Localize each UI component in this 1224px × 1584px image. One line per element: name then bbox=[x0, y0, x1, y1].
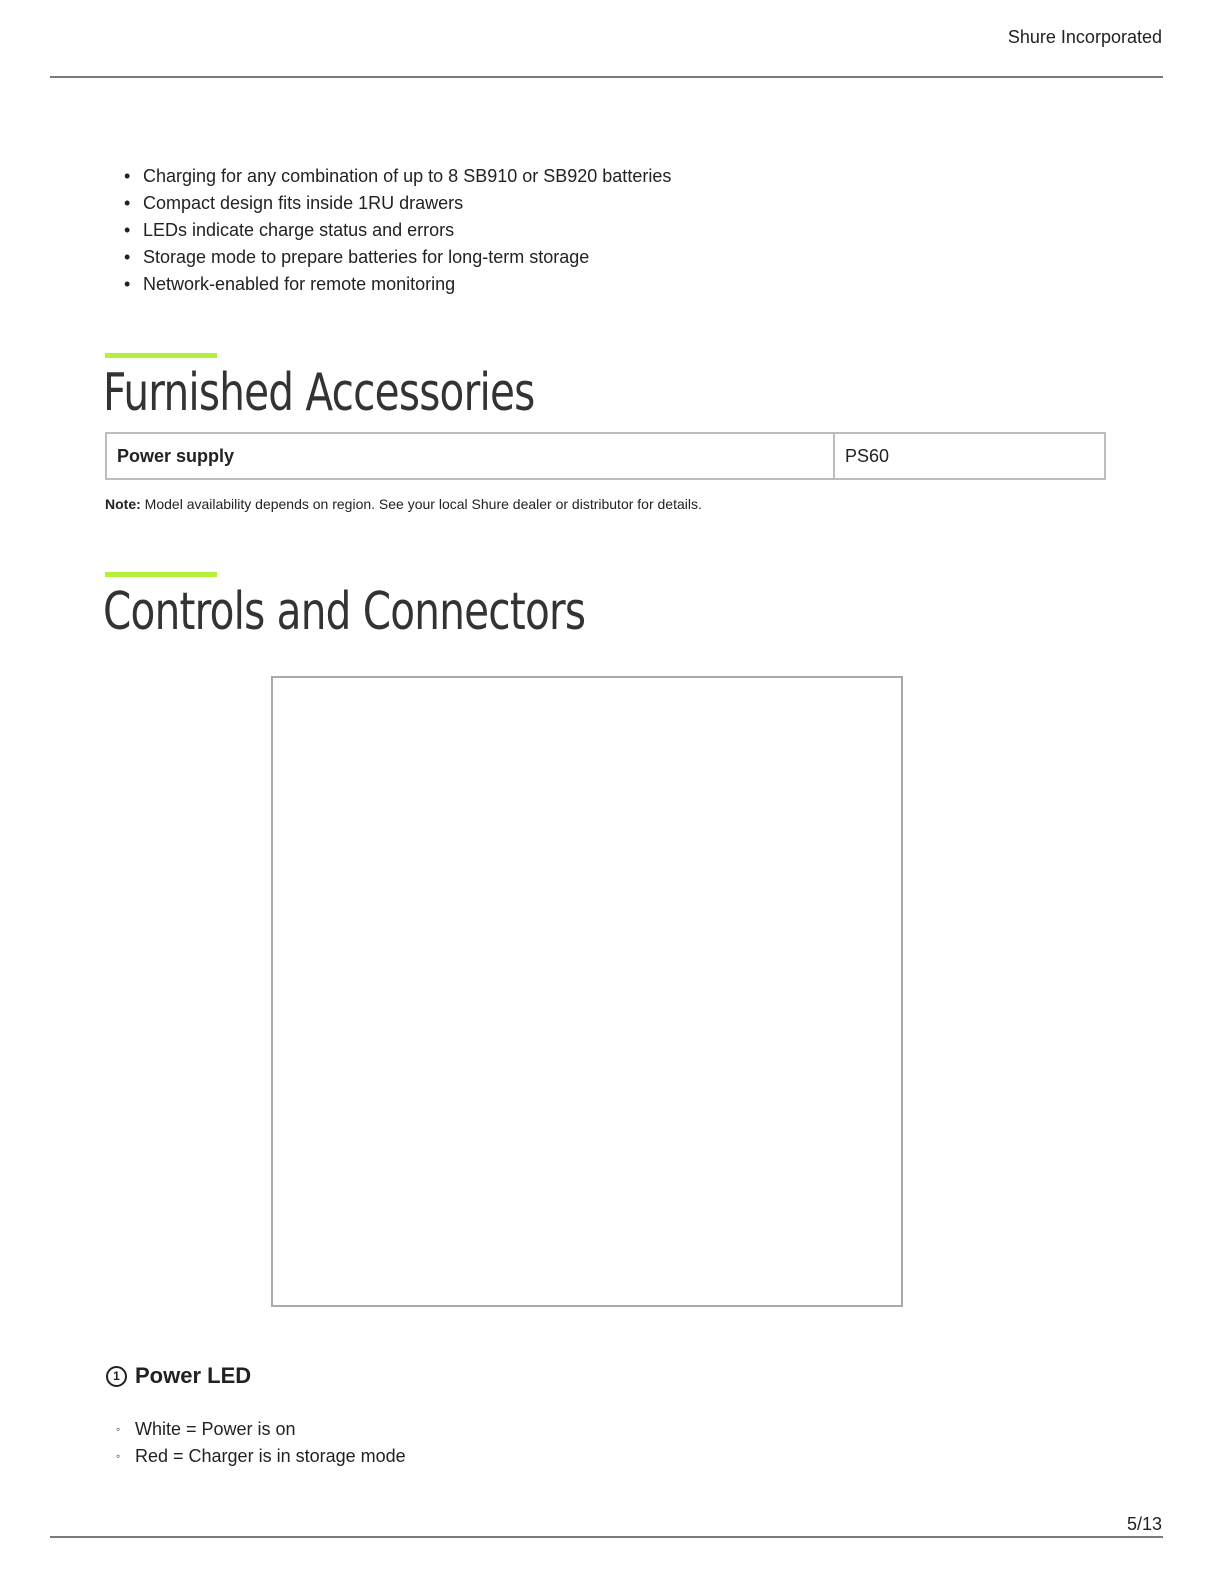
hollow-bullet-icon: ◦ bbox=[116, 1422, 121, 1436]
page-number: 5/13 bbox=[1126, 1514, 1162, 1534]
list-item bbox=[116, 1443, 406, 1470]
bullet-icon: • bbox=[124, 274, 131, 294]
accessories-table bbox=[105, 432, 1106, 480]
controls-figure-placeholder bbox=[271, 676, 903, 1307]
section-title-furnished-accessories: Furnished Accessories bbox=[103, 363, 535, 423]
bullet-icon: • bbox=[124, 193, 131, 213]
footer-divider bbox=[50, 1536, 1163, 1538]
list-item bbox=[124, 244, 671, 271]
list-item-text: Red = Charger is in storage mode bbox=[135, 1446, 406, 1466]
bullet-icon: • bbox=[124, 166, 131, 186]
list-item bbox=[124, 271, 671, 298]
power-led-list bbox=[116, 1416, 406, 1470]
availability-note bbox=[105, 496, 702, 512]
power-led-title: Power LED bbox=[135, 1363, 252, 1388]
note-text: Model availability depends on region. See your local Shure dealer or distributor for details. bbox=[140, 496, 702, 512]
note-label: Note: bbox=[105, 496, 141, 512]
section-title-controls-connectors: Controls and Connectors bbox=[103, 582, 586, 642]
section-accent-bar bbox=[105, 353, 217, 358]
list-item bbox=[124, 163, 671, 190]
hollow-bullet-icon: ◦ bbox=[116, 1449, 121, 1463]
list-item-text: Storage mode to prepare batteries for long-term storage bbox=[143, 247, 590, 267]
bullet-icon: • bbox=[124, 220, 131, 240]
section-accent-bar bbox=[105, 572, 217, 577]
list-item-text: Compact design fits inside 1RU drawers bbox=[143, 193, 464, 213]
list-item bbox=[124, 190, 671, 217]
list-item bbox=[124, 217, 671, 244]
header-company-name: Shure Incorporated bbox=[1007, 27, 1162, 47]
list-item-text: Charging for any combination of up to 8 SB910 or SB920 batteries bbox=[143, 166, 672, 186]
table-cell-label: Power supply bbox=[106, 433, 834, 479]
table-cell-value: PS60 bbox=[834, 433, 1105, 479]
power-led-heading bbox=[106, 1363, 251, 1389]
list-item-text: Network-enabled for remote monitoring bbox=[143, 274, 456, 294]
feature-list bbox=[124, 163, 671, 298]
list-item-text: White = Power is on bbox=[135, 1419, 296, 1439]
bullet-icon: • bbox=[124, 247, 131, 267]
header-divider bbox=[50, 76, 1163, 78]
list-item bbox=[116, 1416, 406, 1443]
list-item-text: LEDs indicate charge status and errors bbox=[143, 220, 455, 240]
table-row bbox=[106, 433, 1105, 479]
circled-number-icon: 1 bbox=[106, 1366, 127, 1387]
